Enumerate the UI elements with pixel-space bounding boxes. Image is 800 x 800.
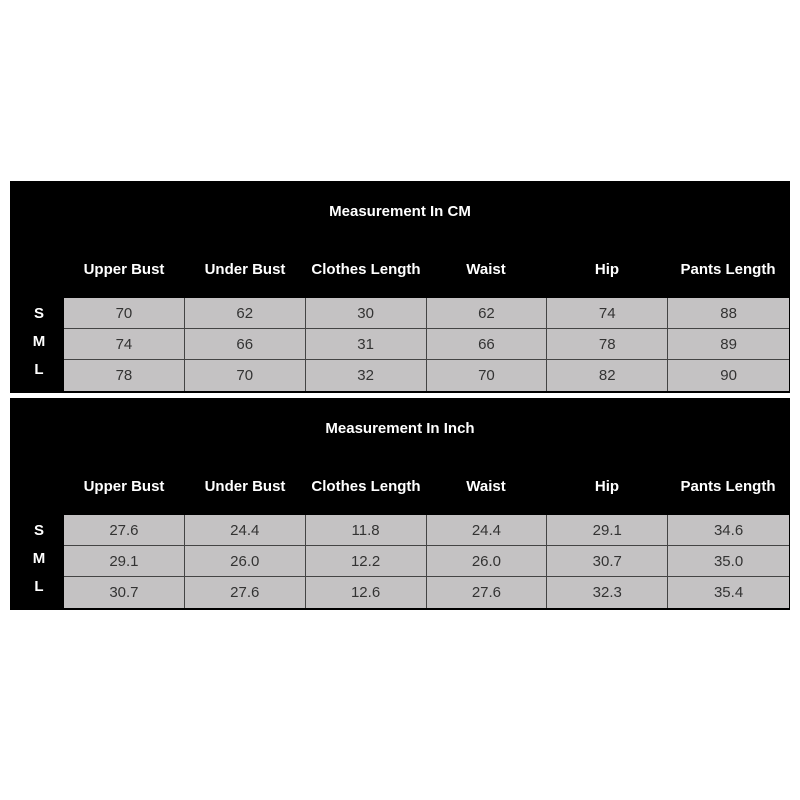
table-cell: 29.1	[547, 515, 668, 546]
table-cell: 12.2	[306, 546, 427, 577]
table-cell: 35.4	[713, 584, 744, 601]
column-header-under-bust: Under Bust	[204, 261, 286, 278]
row-label-size: M	[32, 550, 46, 567]
table-cell: 30.7	[547, 546, 668, 577]
table-cell: 66	[427, 329, 548, 360]
table-cell: 11.8	[306, 515, 427, 546]
table-cell: 88	[668, 298, 789, 329]
table-cell: 62	[427, 298, 548, 329]
column-header-clothes-length: Clothes Length	[311, 478, 421, 495]
table-cell: 32	[306, 360, 427, 391]
row-label-size: L	[34, 578, 44, 595]
size-chart-cm	[10, 181, 790, 393]
column-header-pants-length: Pants Length	[680, 261, 776, 278]
table-cell: 70	[427, 360, 548, 391]
table-cell: 29.1	[64, 546, 185, 577]
column-header-clothes-length: Clothes Length	[311, 261, 421, 278]
measurement-grid	[64, 515, 789, 608]
column-header-hip: Hip	[594, 478, 620, 495]
column-header-waist: Waist	[466, 261, 506, 278]
size-chart-inch	[10, 398, 790, 610]
table-cell: 31	[306, 329, 427, 360]
table-cell: 62	[185, 298, 306, 329]
row-label-size: S	[33, 522, 44, 539]
column-header-hip: Hip	[594, 261, 620, 278]
table-title: Measurement In Inch	[325, 420, 475, 437]
row-label-size: S	[33, 305, 44, 322]
table-cell: 70	[185, 360, 306, 391]
column-header-under-bust: Under Bust	[204, 478, 286, 495]
column-header-pants-length: Pants Length	[680, 478, 776, 495]
table-cell: 27.6	[427, 577, 548, 608]
table-cell: 24.4	[185, 515, 306, 546]
table-cell: 27.6	[185, 577, 306, 608]
table-cell: 26.0	[427, 546, 548, 577]
table-cell: 74	[547, 298, 668, 329]
table-title: Measurement In CM	[329, 203, 471, 220]
table-cell: 35.0	[668, 546, 789, 577]
table-cell: 90	[720, 367, 737, 384]
column-header-upper-bust: Upper Bust	[83, 478, 165, 495]
table-cell: 34.6	[668, 515, 789, 546]
table-cell: 70	[64, 298, 185, 329]
row-label-size: M	[32, 333, 46, 350]
column-header-waist: Waist	[466, 478, 506, 495]
table-cell: 89	[668, 329, 789, 360]
table-cell: 32.3	[547, 577, 668, 608]
table-cell: 30.7	[64, 577, 185, 608]
table-cell: 82	[547, 360, 668, 391]
table-cell: 27.6	[64, 515, 185, 546]
table-cell: 26.0	[185, 546, 306, 577]
table-cell: 30	[306, 298, 427, 329]
measurement-grid	[64, 298, 789, 391]
table-cell: 12.6	[306, 577, 427, 608]
table-cell: 66	[185, 329, 306, 360]
column-header-upper-bust: Upper Bust	[83, 261, 165, 278]
table-cell: 78	[64, 360, 185, 391]
row-label-size: L	[34, 361, 44, 378]
table-cell: 78	[547, 329, 668, 360]
table-cell: 24.4	[427, 515, 548, 546]
table-cell: 74	[64, 329, 185, 360]
